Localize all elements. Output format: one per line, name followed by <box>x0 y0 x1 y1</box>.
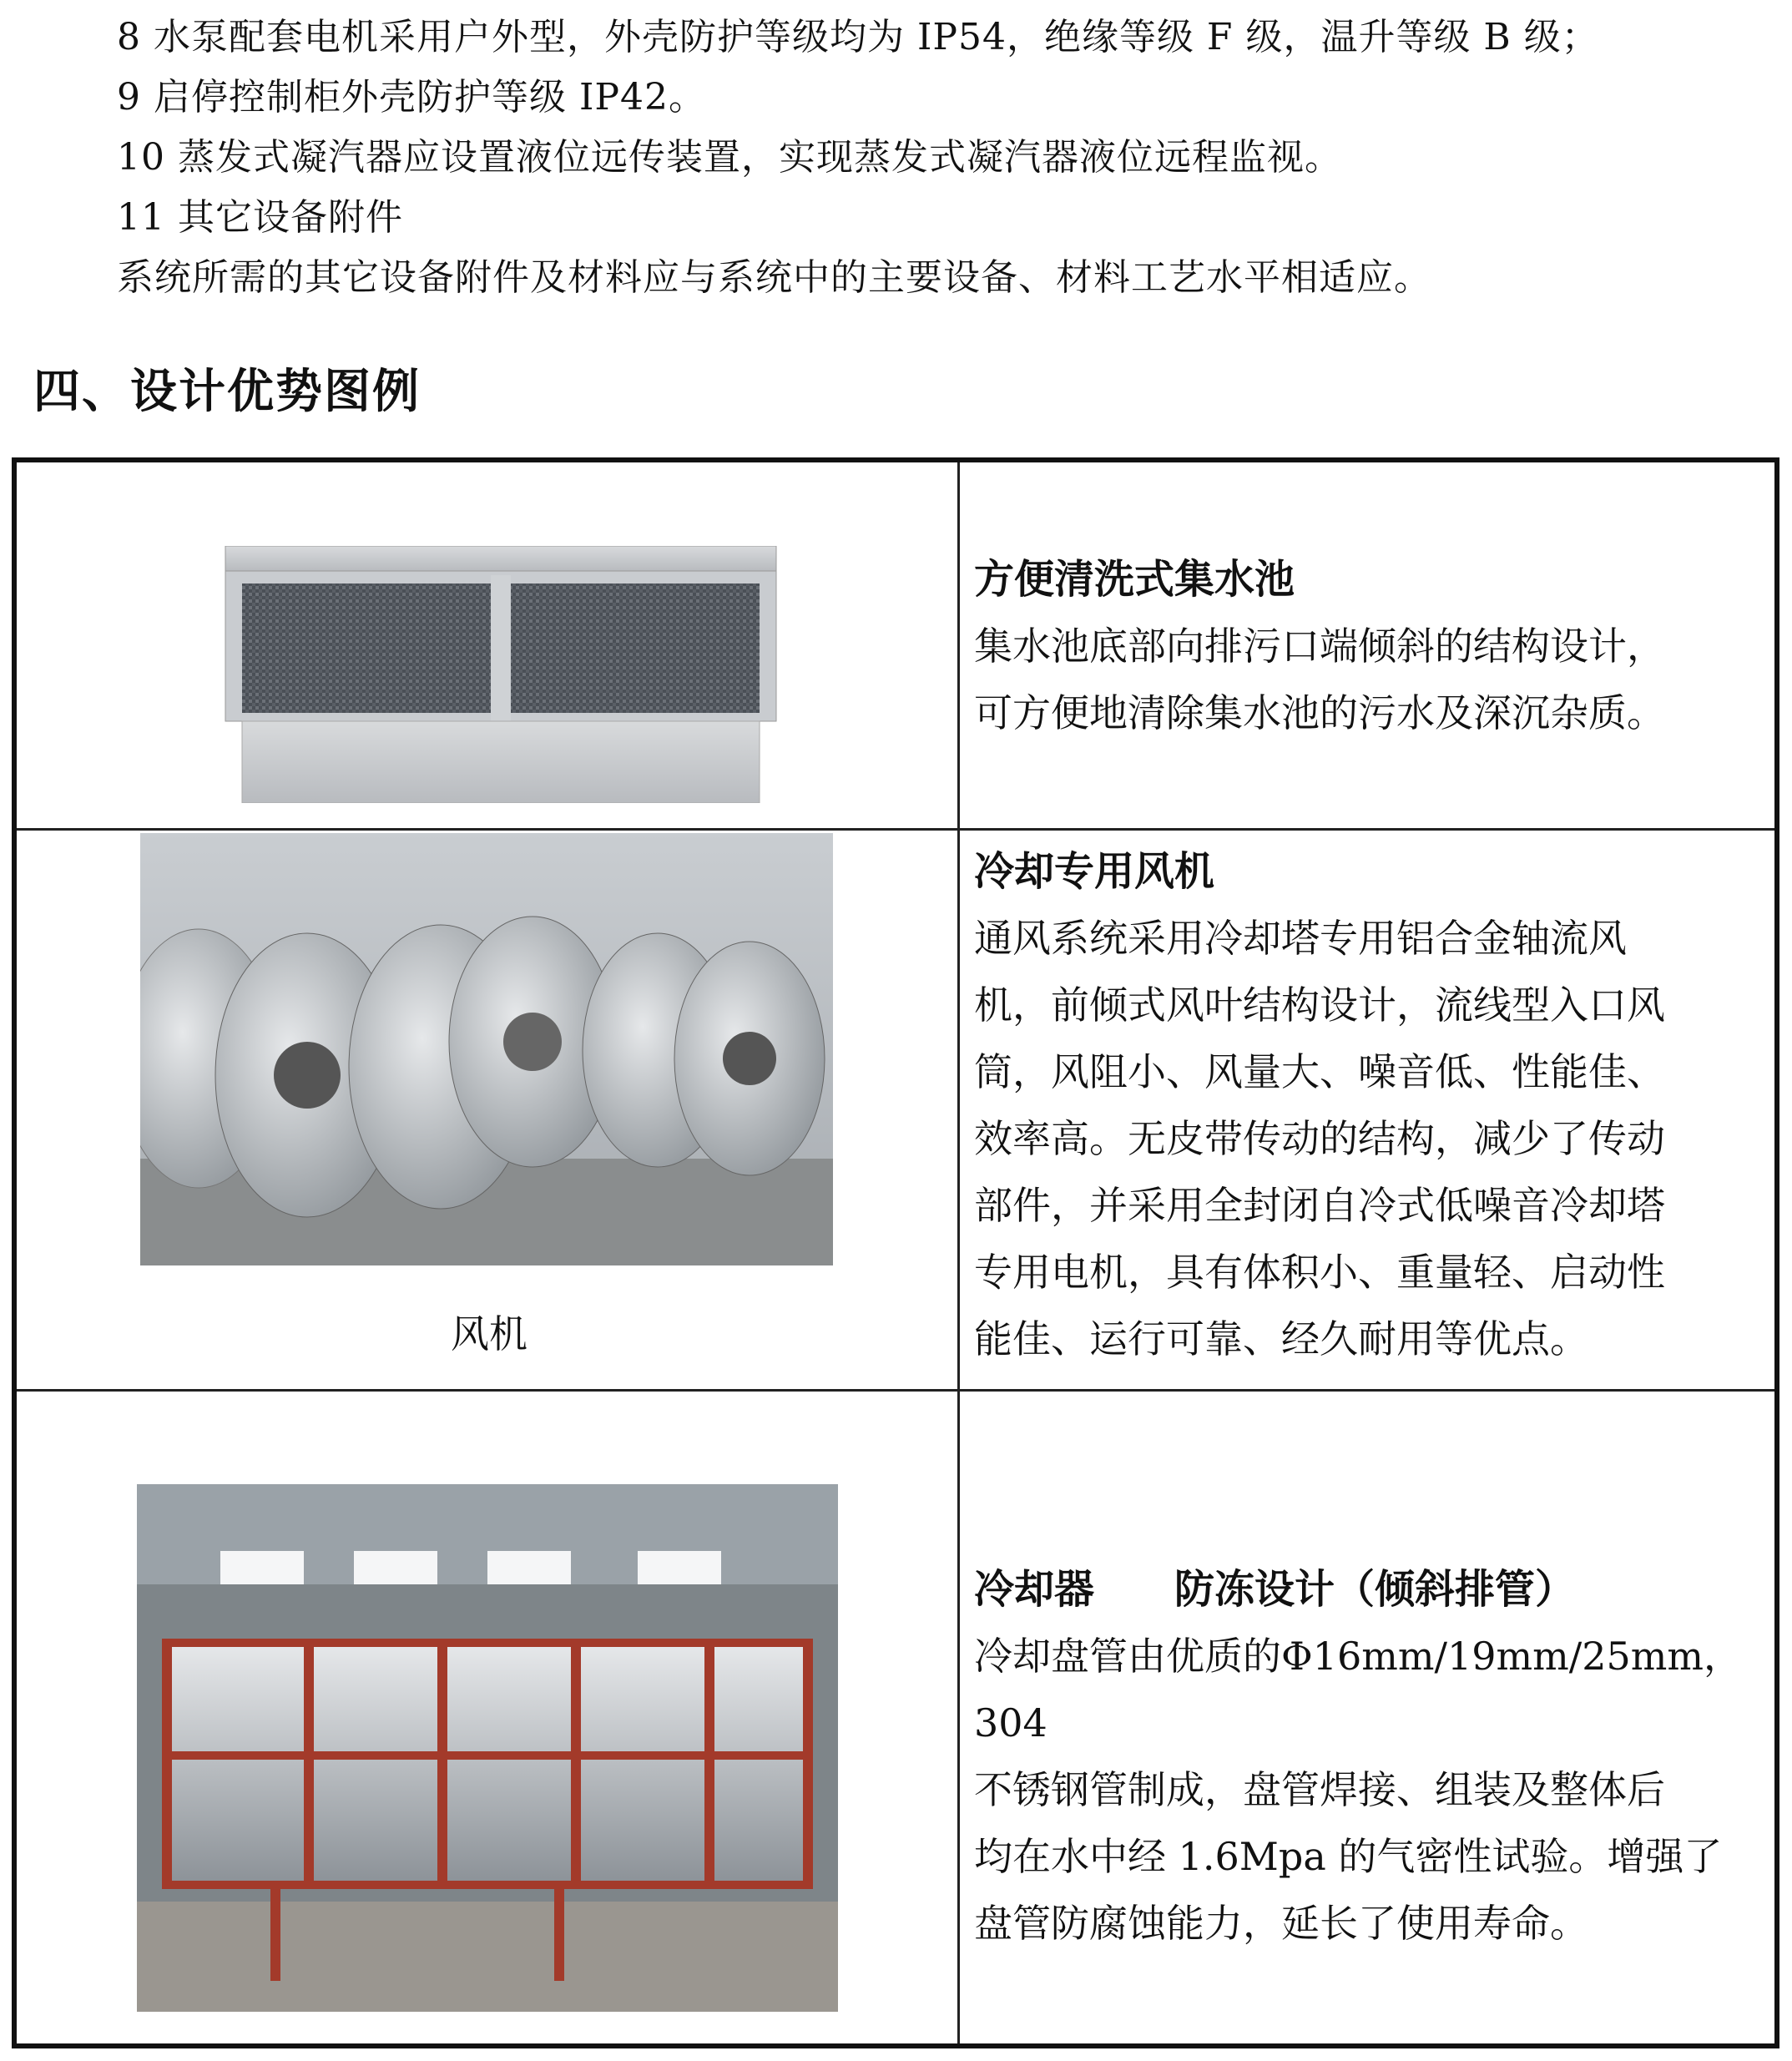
row2-body-line-7: 能佳、运行可靠、经久耐用等优点。 <box>974 1316 1588 1361</box>
design-advantage-table <box>12 457 1779 2048</box>
row2-title: 冷却专用风机 <box>974 848 1215 895</box>
intro-line-10: 10 蒸发式凝汽器应设置液位远传装置，实现蒸发式凝汽器液位远程监视。 <box>117 136 1342 179</box>
row3-title: 冷却器 防冻设计（倾斜排管） <box>974 1566 1576 1613</box>
row1-title: 方便清洗式集水池 <box>974 556 1295 603</box>
row3-body-line-1: 冷却盘管由优质的Φ16mm/19mm/25mm，304 <box>974 1634 1743 1745</box>
row2-caption: 风机 <box>451 1311 528 1356</box>
fans-image <box>140 833 833 1265</box>
section-heading: 四、设计优势图例 <box>33 365 421 419</box>
photo-collection-basin <box>209 546 793 803</box>
row2-body-line-3: 筒，风阻小、风量大、噪音低、性能佳、 <box>974 1049 1665 1094</box>
intro-line-11: 11 其它设备附件 <box>117 196 403 239</box>
row1-body-line-2: 可方便地清除集水池的污水及深沉杂质。 <box>974 690 1665 735</box>
row2-body-line-5: 部件，并采用全封闭自冷式低噪音冷却塔 <box>974 1183 1665 1228</box>
row2-body-line-1: 通风系统采用冷却塔专用铝合金轴流风 <box>974 916 1627 961</box>
row3-body-line-2: 不锈钢管制成，盘管焊接、组装及整体后 <box>974 1767 1665 1812</box>
intro-line-9: 9 启停控制柜外壳防护等级 IP42。 <box>117 76 706 119</box>
row2-body-line-4: 效率高。无皮带传动的结构，减少了传动 <box>974 1116 1665 1161</box>
table-column-divider <box>957 462 960 2043</box>
intro-line-8: 8 水泵配套电机采用户外型，外壳防护等级均为 IP54，绝缘等级 F 级，温升等级 B 级； <box>117 16 1599 58</box>
row3-body-line-4: 盘管防腐蚀能力，延长了使用寿命。 <box>974 1901 1588 1946</box>
row1-text <box>974 546 1767 746</box>
intro-line-12: 系统所需的其它设备附件及材料应与系统中的主要设备、材料工艺水平相适应。 <box>117 256 1431 299</box>
row2-text <box>974 838 1767 1372</box>
row2-body-line-6: 专用电机，具有体积小、重量轻、启动性 <box>974 1250 1665 1295</box>
photo-fans <box>140 833 833 1265</box>
cooler-coil-image <box>137 1484 838 2012</box>
condenser-unit-image <box>209 546 793 803</box>
table-row-divider-1 <box>17 828 1774 831</box>
row3-body-line-3: 均在水中经 1.6Mpa 的气密性试验。增强了 <box>974 1834 1723 1879</box>
table-row-divider-2 <box>17 1389 1774 1392</box>
row3-text <box>974 1556 1767 1957</box>
row1-body-line-1: 集水池底部向排污口端倾斜的结构设计， <box>974 624 1665 669</box>
photo-cooler-coil <box>137 1484 838 2012</box>
row2-body-line-2: 机，前倾式风叶结构设计，流线型入口风 <box>974 983 1665 1028</box>
